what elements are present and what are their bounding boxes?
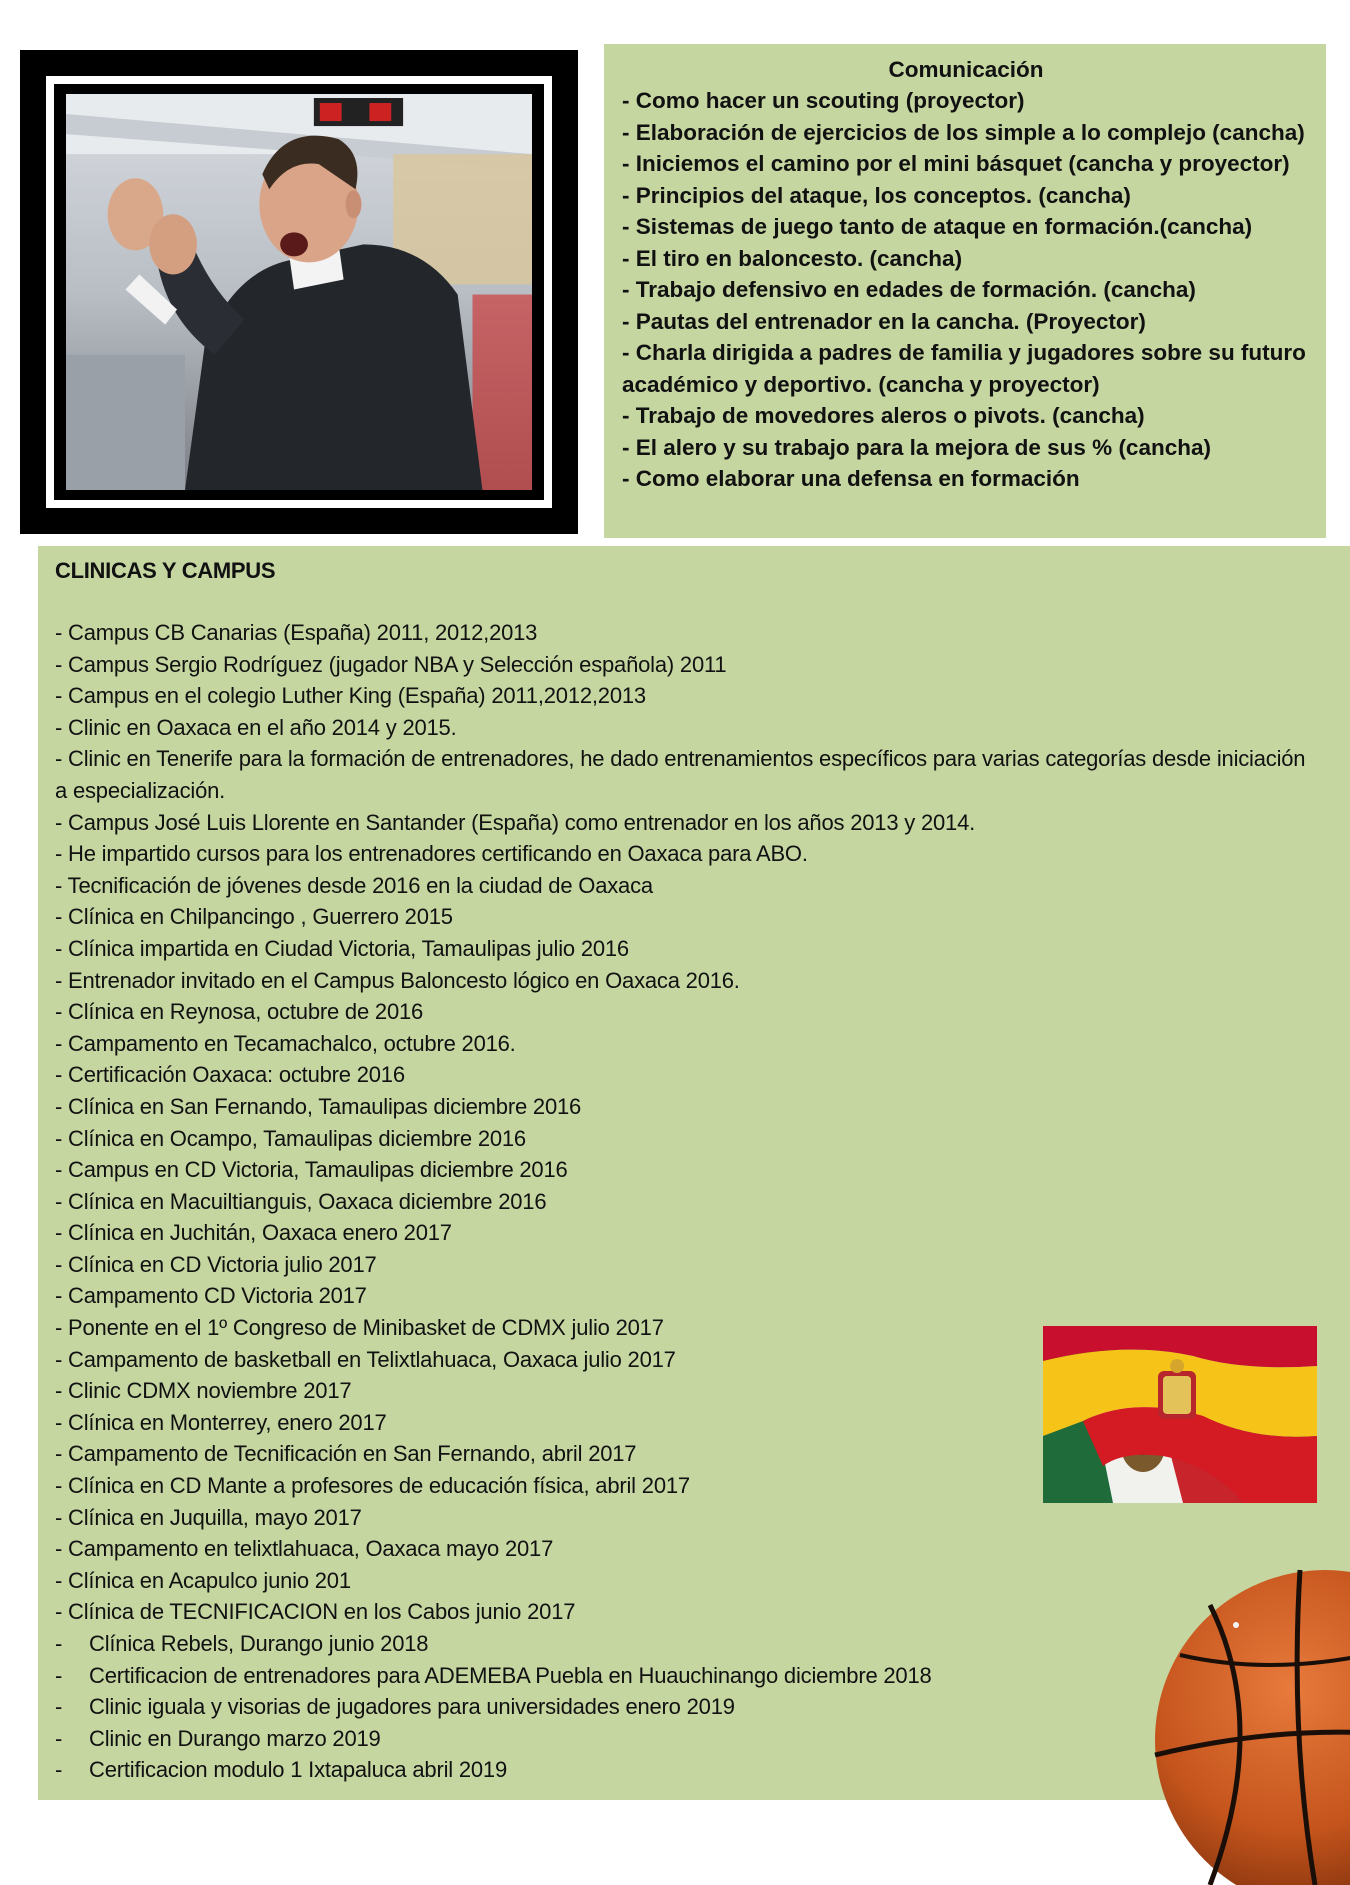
list-item: - El tiro en baloncesto. (cancha) xyxy=(622,245,963,271)
clinics-list xyxy=(55,617,1315,1786)
list-item: - He impartido cursos para los entrenadores certificando en Oaxaca para ABO. xyxy=(55,841,808,867)
list-item: - Campamento de Tecnificación en San Fernando, abril 2017 xyxy=(55,1441,637,1467)
list-dash: - xyxy=(55,1725,63,1751)
list-item: - Certificación Oaxaca: octubre 2016 xyxy=(55,1062,405,1088)
communication-panel xyxy=(604,44,1326,538)
list-item xyxy=(55,1723,1315,1755)
list-item: - Campamento de basketball en Telixtlahuaca, Oaxaca julio 2017 xyxy=(55,1346,676,1372)
basketball-icon xyxy=(1150,1565,1350,1885)
list-item: - Entrenador invitado en el Campus Baloncesto lógico en Oaxaca 2016. xyxy=(55,967,740,993)
list-item: - Clínica en Juquilla, mayo 2017 xyxy=(55,1504,362,1530)
communication-title: Comunicación xyxy=(888,57,1044,82)
list-item: - Clínica en Chilpancingo , Guerrero 2015 xyxy=(55,904,453,930)
list-item: - Clínica en Monterrey, enero 2017 xyxy=(55,1409,387,1435)
list-item-text: Clínica Rebels, Durango junio 2018 xyxy=(89,1631,429,1656)
list-item xyxy=(55,1660,1315,1692)
list-item: - Charla dirigida a padres de familia y jugadores sobre su futuro académico y deportivo. (cancha y proyector) xyxy=(622,340,1306,397)
list-item xyxy=(55,1754,1315,1786)
list-item: - Elaboración de ejercicios de los simple a lo complejo (cancha) xyxy=(622,119,1305,145)
coach-photo-illustration xyxy=(66,94,532,490)
list-item: - Campus en el colegio Luther King (España) 2011,2012,2013 xyxy=(55,683,646,709)
list-dash: - xyxy=(55,1631,63,1656)
list-item: - Clínica en Juchitán, Oaxaca enero 2017 xyxy=(55,1220,452,1246)
list-dash: - xyxy=(55,1662,63,1688)
basketball-image xyxy=(1150,1565,1350,1885)
communication-list xyxy=(622,85,1310,495)
list-item: - Sistemas de juego tanto de ataque en formación.(cancha) xyxy=(622,214,1253,239)
list-item: - Tecnificación de jóvenes desde 2016 en la ciudad de Oaxaca xyxy=(55,872,653,898)
list-item: - Clínica en CD Victoria julio 2017 xyxy=(55,1251,377,1277)
list-item xyxy=(55,1628,1315,1660)
list-item-text: Clinic iguala y visorias de jugadores para universidades enero 2019 xyxy=(89,1694,735,1720)
list-item: - Clínica en CD Mante a profesores de educación física, abril 2017 xyxy=(55,1473,690,1499)
list-item: - Clinic CDMX noviembre 2017 xyxy=(55,1378,352,1404)
list-item: - Clínica impartida en Ciudad Victoria, Tamaulipas julio 2016 xyxy=(55,935,629,961)
list-item: - Clínica en San Fernando, Tamaulipas diciembre 2016 xyxy=(55,1093,582,1119)
list-item: - Clínica en Macuiltianguis, Oaxaca diciembre 2016 xyxy=(55,1188,547,1214)
list-item: - Clínica en Ocampo, Tamaulipas diciembre 2016 xyxy=(55,1125,526,1151)
photo-black-border xyxy=(54,84,544,500)
coach-photo-frame xyxy=(20,50,578,534)
list-item: - Campus CB Canarias (España) 2011, 2012,2013 xyxy=(55,620,538,645)
list-dash: - xyxy=(55,1757,63,1783)
list-item: - Clinic en Oaxaca en el año 2014 y 2015. xyxy=(55,714,457,740)
clinics-title: CLINICAS Y CAMPUS xyxy=(55,558,276,583)
coach-photo xyxy=(66,94,532,490)
list-item: - Como hacer un scouting (proyector) xyxy=(622,88,1025,113)
list-item: - Como elaborar una defensa en formación xyxy=(622,466,1080,491)
list-item-text: Clinic en Durango marzo 2019 xyxy=(89,1725,381,1751)
list-item-text: Certificacion de entrenadores para ADEMEBA Puebla en Huauchinango diciembre 2018 xyxy=(89,1662,932,1688)
list-item: - Iniciemos el camino por el mini básquet (cancha y proyector) xyxy=(622,151,1290,176)
flags-illustration xyxy=(1043,1326,1317,1503)
list-item: - Trabajo defensivo en edades de formación. (cancha) xyxy=(622,277,1196,302)
list-item: - Ponente en el 1º Congreso de Minibasket de CDMX julio 2017 xyxy=(55,1315,664,1341)
list-dash: - xyxy=(55,1694,63,1720)
list-item: - Clínica en Reynosa, octubre de 2016 xyxy=(55,999,424,1025)
list-item: - Principios del ataque, los conceptos. (cancha) xyxy=(622,182,1131,208)
list-item: - Clínica en Acapulco junio 201 xyxy=(55,1567,351,1593)
list-item: - Trabajo de movedores aleros o pivots. (cancha) xyxy=(622,403,1145,428)
list-item xyxy=(55,1691,1315,1723)
list-item: - Campamento en Tecamachalco, octubre 2016. xyxy=(55,1030,516,1056)
list-item: - Campus Sergio Rodríguez (jugador NBA y Selección española) 2011 xyxy=(55,651,727,677)
spain-mexico-flags-image xyxy=(1043,1326,1317,1503)
list-item: - Campus José Luis Llorente en Santander (España) como entrenador en los años 2013 y 2014. xyxy=(55,809,976,835)
list-item: - Campamento en telixtlahuaca, Oaxaca mayo 2017 xyxy=(55,1536,554,1562)
list-item: - Campus en CD Victoria, Tamaulipas diciembre 2016 xyxy=(55,1157,568,1183)
list-item: - Campamento CD Victoria 2017 xyxy=(55,1283,367,1309)
photo-white-border xyxy=(46,76,552,508)
list-item: - Clínica de TECNIFICACION en los Cabos junio 2017 xyxy=(55,1599,576,1625)
list-item: - Clinic en Tenerife para la formación de entrenadores, he dado entrenamientos específicos para varias categorías desde iniciación a especialización. xyxy=(55,746,1306,803)
list-item: - Pautas del entrenador en la cancha. (Proyector) xyxy=(622,308,1146,334)
list-item-text: Certificacion modulo 1 Ixtapaluca abril 2019 xyxy=(89,1757,507,1783)
list-item: - El alero y su trabajo para la mejora de sus % (cancha) xyxy=(622,434,1211,460)
